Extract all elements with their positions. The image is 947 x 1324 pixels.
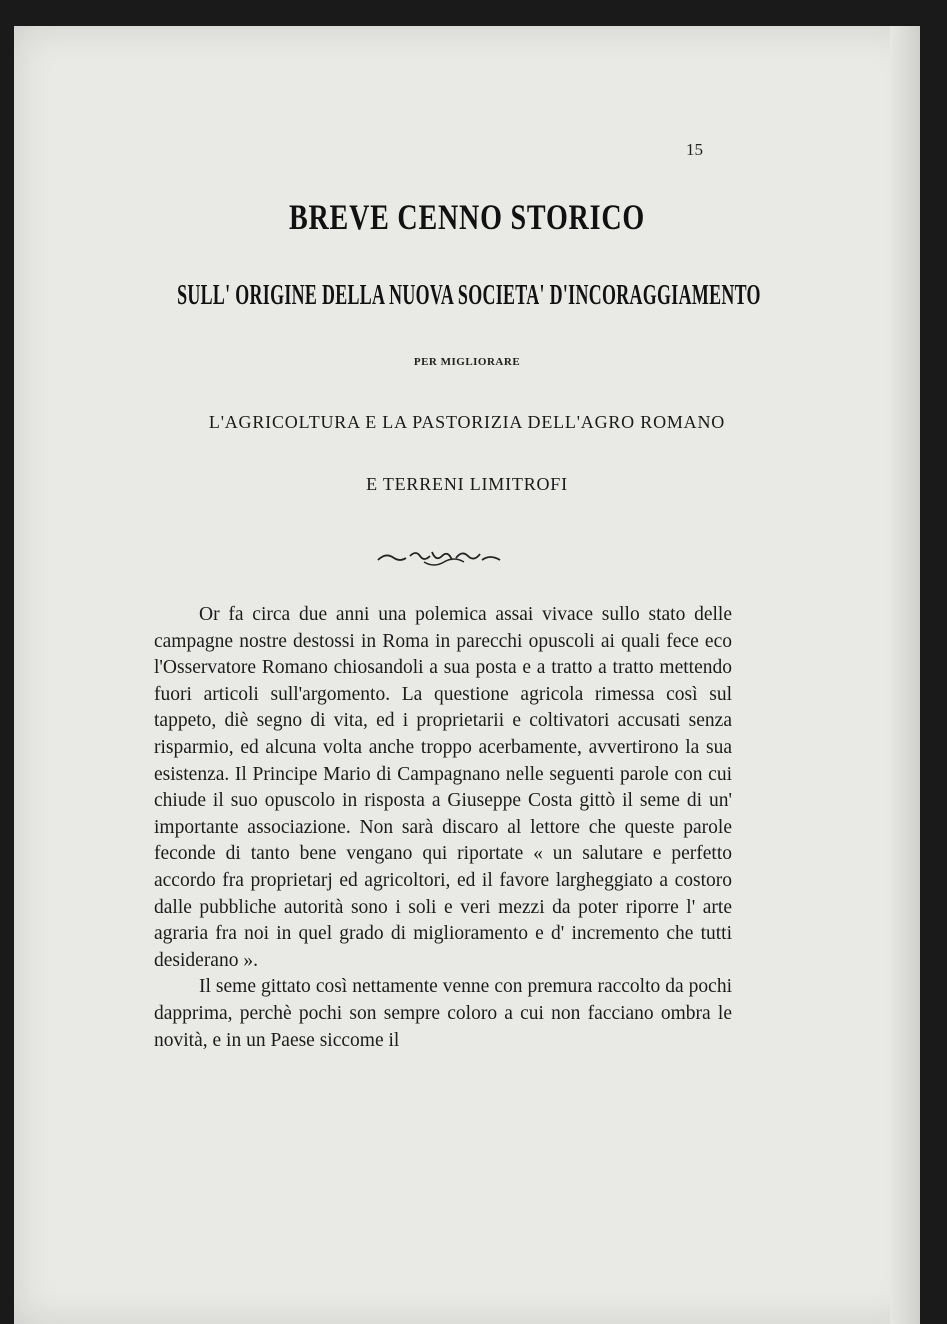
page-subtitle: SULL' ORIGINE DELLA NUOVA SOCIETA' D'INCORAGGIAMENTO [177,280,761,311]
body-text [154,602,732,1054]
paragraph: Or fa circa due anni una polemica assai vivace sullo stato delle campagne nostre destossi in Roma in parecchi opuscoli ai quali fece eco l'Osservatore Romano chiosandoli a sua posta e a tratto a tratto mettendo fuori articoli sull'argomento. La questione agricola rimessa così sul tappeto, diè segno di vita, ed i proprietarii e coltivatori accusati senza risparmio, ed alcuna volta anche troppo acerbamente, avvertirono la sua esistenza. Il Principe Mario di Campagnano nelle seguenti parole con cui chiude il suo opuscolo in risposta a Giuseppe Costa gittò il seme di un' importante associazione. Non sarà discaro al lettore che queste parole feconde di tanto bene vengano qui riportate « un salutare e perfetto accordo fra proprietarj ed agricoltori, ed il favore largheggiato a costoro dalle pubbliche autorità sono i soli e veri mezzi da poter riporre l' arte agraria fra noi in quel grado di miglioramento e d' incremento che tutti desiderano ». [154,604,732,971]
agricoltura-line: L'AGRICOLTURA E LA PASTORIZIA DELL'AGRO ROMANO [208,412,726,432]
scroll-ornament-icon [374,546,504,570]
per-migliorare-line: PER MIGLIORARE [413,356,521,368]
terreni-line: E TERRENI LIMITROFI [366,474,568,494]
page-edge [890,26,920,1324]
page-number: 15 [686,140,703,159]
paragraph: Il seme gittato così nettamente venne con premura raccolto da pochi dapprima, perchè pochi son sempre coloro a cui non facciano ombra le novità, e in un Paese siccome il [154,976,732,1051]
book-page [14,26,920,1324]
page-title: BREVE CENNO STORICO [288,197,646,237]
